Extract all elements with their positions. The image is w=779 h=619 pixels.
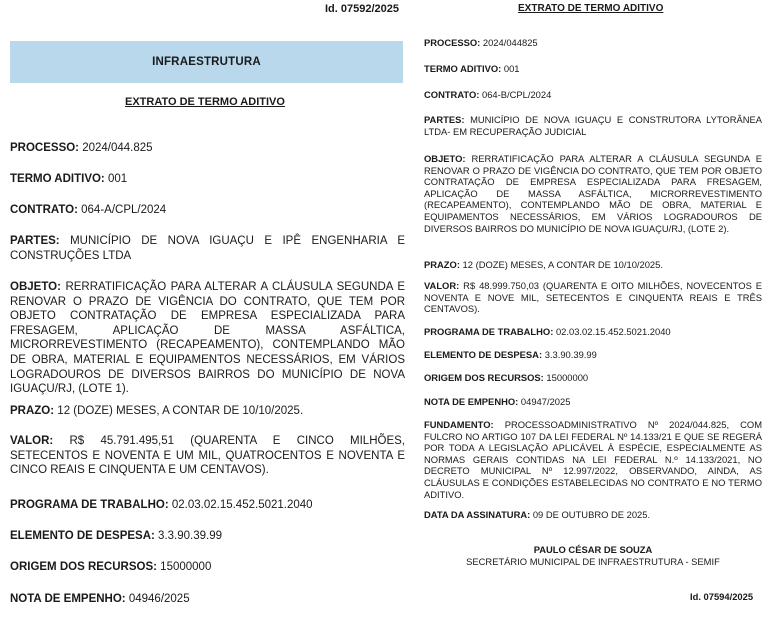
right-programa xyxy=(424,326,762,338)
value: 3.3.90.39.99 xyxy=(544,349,597,360)
right-contrato xyxy=(424,89,762,101)
left-heading: EXTRATO DE TERMO ADITIVO xyxy=(125,96,285,108)
value: RERRATIFICAÇÃO PARA ALTERAR A CLÁUSULA SEGUNDA E RENOVAR O PRAZO DE VIGÊNCIA DO CONTRATO, QUE TEM POR OBJETO CONTRATAÇÃO DE EMPRESA ESPECIALIZADA PARA FRESAGEM, APLICAÇÃO DE MASSA ASFÁLTICA, MICRORREVESTIMENTO (RECAPEAMENTO), CONTEMPLANDO MÃO DE OBRA, MATERIAL E EQUIPAMENTOS NECESSÁRIOS, EM VÁRIOS LOGRADOUROS DE DIVERSOS BAIRROS DO MUNICÍPIO DE NOVA IGUAÇU/RJ, (LOTE 1). xyxy=(10,281,405,396)
label: VALOR: xyxy=(424,280,460,291)
right-heading: EXTRATO DE TERMO ADITIVO xyxy=(518,3,664,14)
value: RERRATIFICAÇÃO PARA ALTERAR A CLÁUSULA SEGUNDA E RENOVAR O PRAZO DE VIGÊNCIA DO CONTRATO, QUE TEM POR OBJETO CONTRATAÇÃO DE EMPRESA ESPECIALIZADA PARA FRESAGEM, APLICAÇÃO DE MASSA ASFÁLTICA, MICRORREVESTIMENTO (RECAPEAMENTO), CONTEMPLANDO MÃO DE OBRA, MATERIAL E EQUIPAMENTOS NECESSÁRIOS, EM VÁRIOS LOGRADOUROS DE DIVERSOS BAIRROS DO MUNICÍPIO DE NOVA IGUAÇU/RJ, (LOTE 2). xyxy=(424,153,762,234)
label: FUNDAMENTO: xyxy=(424,419,494,430)
value: 02.03.02.15.452.5021.2040 xyxy=(555,326,671,337)
value: 04946/2025 xyxy=(128,593,190,605)
right-elemento xyxy=(424,349,762,361)
label: DATA DA ASSINATURA: xyxy=(424,509,531,520)
label: PROGRAMA DE TRABALHO: xyxy=(10,499,169,511)
right-nota xyxy=(424,396,762,408)
left-processo xyxy=(10,141,405,156)
value: 3.3.90.39.99 xyxy=(158,530,222,542)
right-processo xyxy=(424,37,762,49)
right-objeto xyxy=(424,153,762,234)
label: ELEMENTO DE DESPESA: xyxy=(424,349,543,360)
value: PROCESSOADMINISTRATIVO Nº 2024/044.825, COM FULCRO NO ARTIGO 107 DA LEI FEDERAL Nº 14.133/21 E QUE SE REGERÁ POR TODA A LEGISLAÇÃO APLICÁVEL À ESPÉCIE, ESPECIALMENTE AS NORMAS GERAIS CONTIDAS NA LEI FEDERAL N.º 14.133/2021, NO DECRETO MUNICIPAL Nº 12.997/2022, OBSERVANDO, AINDA, AS CLÁUSULAS E CONDIÇÕES ESTABELECIDAS NO CONTRATO E NO TERMO ADITIVO. xyxy=(424,419,763,500)
label: PROCESSO: xyxy=(10,142,80,154)
value: 064-B/CPL/2024 xyxy=(481,89,552,100)
right-data-assinatura xyxy=(424,509,762,521)
label: PROGRAMA DE TRABALHO: xyxy=(424,326,554,337)
right-valor xyxy=(424,280,762,315)
value: 15000000 xyxy=(546,372,589,383)
label: PARTES: xyxy=(10,235,60,247)
left-elemento xyxy=(10,529,405,544)
section-title: INFRAESTRUTURA xyxy=(152,56,261,68)
left-origem xyxy=(10,560,405,575)
value: 15000000 xyxy=(160,561,212,573)
left-nota xyxy=(10,592,405,607)
right-prazo xyxy=(424,259,762,271)
value: 12 (DOZE) MESES, A CONTAR DE 10/10/2025. xyxy=(462,259,663,270)
label: TERMO ADITIVO: xyxy=(424,63,502,74)
signatory-role: SECRETÁRIO MUNICIPAL DE INFRAESTRUTURA - SEMIF xyxy=(466,556,720,567)
label: ORIGEM DOS RECURSOS: xyxy=(10,561,157,573)
label: CONTRATO: xyxy=(424,89,480,100)
value: R$ 48.999.750,03 (QUARENTA E OITO MILHÕES, NOVECENTOS E NOVENTA E NOVE MIL, SETECENTOS E CINQUENTA REAIS E TRÊS CENTAVOS). xyxy=(424,280,763,315)
section-banner xyxy=(10,41,403,83)
left-valor xyxy=(10,434,405,478)
signatory-name: PAULO CÉSAR DE SOUZA xyxy=(533,544,653,555)
value: 2024/044825 xyxy=(482,37,538,48)
label: PROCESSO: xyxy=(424,37,481,48)
label: NOTA DE EMPENHO: xyxy=(10,593,126,605)
right-fundamento xyxy=(424,419,762,500)
value: 02.03.02.15.452.5021.2040 xyxy=(171,499,313,511)
value: R$ 45.791.495,51 (QUARENTA E CINCO MILHÕES, SETECENTOS E NOVENTA E UM MIL, QUATROCENTOS E NOVENTA E CINCO REAIS E CINQUENTA E UM CENTAVOS). xyxy=(10,435,405,477)
value: 001 xyxy=(503,63,520,74)
right-termo xyxy=(424,63,762,75)
value: 09 DE OUTUBRO DE 2025. xyxy=(532,509,651,520)
left-partes xyxy=(10,234,405,263)
document-id-top: Id. 07592/2025 xyxy=(325,3,400,15)
value: 064-A/CPL/2024 xyxy=(81,204,167,216)
label: PRAZO: xyxy=(424,259,460,270)
label: ELEMENTO DE DESPESA: xyxy=(10,530,155,542)
left-contrato xyxy=(10,203,405,218)
right-partes xyxy=(424,114,762,137)
value: 2024/044.825 xyxy=(82,142,153,154)
right-origem xyxy=(424,372,762,384)
label: OBJETO: xyxy=(10,281,61,293)
label: PRAZO: xyxy=(10,405,55,417)
label: VALOR: xyxy=(10,435,54,447)
label: CONTRATO: xyxy=(10,204,78,216)
label: TERMO ADITIVO: xyxy=(10,173,105,185)
label: NOTA DE EMPENHO: xyxy=(424,396,519,407)
value: 04947/2025 xyxy=(520,396,571,407)
left-objeto xyxy=(10,280,405,397)
value: MUNICÍPIO DE NOVA IGUAÇU E CONSTRUTORA LYTORÂNEA LTDA- EM RECUPERAÇÃO JUDICIAL xyxy=(424,114,762,137)
label: OBJETO: xyxy=(424,153,466,164)
left-programa xyxy=(10,498,405,513)
value: 12 (DOZE) MESES, A CONTAR DE 10/10/2025. xyxy=(57,405,304,417)
left-termo xyxy=(10,172,405,187)
document-id-bottom: Id. 07594/2025 xyxy=(690,591,754,602)
value: MUNICÍPIO DE NOVA IGUAÇU E IPÊ ENGENHARIA E CONSTRUÇÕES LTDA xyxy=(10,235,405,262)
left-prazo xyxy=(10,404,405,419)
value: 001 xyxy=(107,173,128,185)
label: ORIGEM DOS RECURSOS: xyxy=(424,372,544,383)
label: PARTES: xyxy=(424,114,465,125)
